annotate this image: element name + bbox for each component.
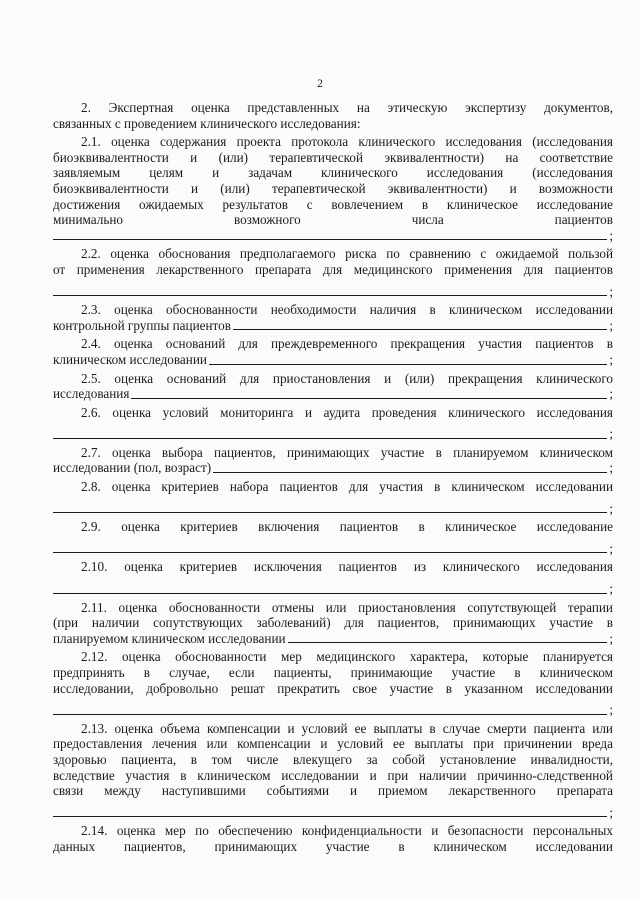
- section-2-11-answer-line[interactable]: [53, 631, 613, 647]
- blank-line: [209, 364, 607, 365]
- blank-line: [53, 239, 607, 240]
- section-2-12-line-1: 2.12. оценка обоснованности мер медицинского характера, которые планируется: [81, 649, 613, 665]
- section-2-12-answer-line[interactable]: [53, 702, 613, 718]
- line-end: ;: [609, 227, 613, 243]
- section-2-6-answer-line[interactable]: [53, 426, 613, 442]
- section-2-5-line-2: исследования: [53, 386, 130, 402]
- section-2-6: [53, 405, 613, 442]
- section-2-13-line-3: здоровью пациента, в том числе влекущего за собой установление инвалидности,: [53, 751, 613, 767]
- section-2-13: [53, 721, 613, 821]
- line-end: ;: [609, 581, 613, 597]
- section-2-1-line-6: минимально возможного числа пациентов: [53, 212, 613, 228]
- section-2-9: [53, 519, 613, 556]
- section-2-7-line-1: 2.7. оценка выбора пациентов, принимающих участие в планируемом клиническом: [81, 444, 613, 460]
- section-2-12-line-2: предпринять в случае, если пациенты, принимающие участие в клиническом: [53, 665, 613, 680]
- line-end: ;: [609, 460, 613, 476]
- blank-line: [53, 438, 607, 439]
- line-end: ;: [609, 386, 613, 402]
- section-2-4-answer-line[interactable]: [53, 352, 613, 368]
- section-2-12: [53, 649, 613, 717]
- section-2-10-answer-line[interactable]: [53, 581, 613, 597]
- section-2-1-line-1: 2.1. оценка содержания проекта протокола клинического исследования (исследования: [81, 134, 613, 150]
- blank-line: [53, 816, 607, 817]
- blank-line: [213, 472, 607, 473]
- line-end: ;: [609, 317, 613, 333]
- line-end: ;: [609, 630, 613, 646]
- section-2-4-line-2: клиническом исследовании: [53, 351, 207, 367]
- line-end: ;: [609, 283, 613, 299]
- section-2-12-line-3: исследовании, добровольно решат прекратить свое участие в указанном исследовании: [53, 680, 613, 696]
- section-2-13-line-5: связи между наступившими событиями и приемом лекарственного препарата: [53, 783, 613, 799]
- line-end: ;: [609, 500, 613, 516]
- section-2-8-line-1: 2.8. оценка критериев набора пациентов для участия в клиническом исследовании: [81, 479, 613, 495]
- section-2-7-line-2: исследовании (пол, возраст): [53, 460, 212, 476]
- blank-line: [131, 398, 607, 399]
- blank-line: [288, 642, 608, 643]
- section-2-7-answer-line[interactable]: [53, 460, 613, 476]
- section-2-9-answer-line[interactable]: [53, 541, 613, 557]
- section-2-11-line-2: (при наличии сопутствующих заболеваний) для пациентов, принимающих участие в: [53, 615, 613, 631]
- line-end: ;: [609, 426, 613, 442]
- section-2-11: [53, 600, 613, 647]
- section-2-10: [53, 559, 613, 596]
- section-2-1-line-4: биоэквивалентности и (или) терапевтической эквивалентности) и возможности: [53, 180, 613, 196]
- section-2-3-line-2: контрольной группы пациентов: [53, 317, 231, 333]
- section-2-line-1: 2. Экспертная оценка представленных на этическую экспертизу документов,: [81, 100, 613, 115]
- section-2-3-answer-line[interactable]: [53, 318, 613, 334]
- blank-line: [53, 714, 607, 715]
- section-2-5-answer-line[interactable]: [53, 386, 613, 402]
- section-2-11-line-1: 2.11. оценка обоснованности отмены или приостановления сопутствующей терапии: [81, 599, 613, 615]
- line-end: ;: [609, 540, 613, 556]
- section-2-2-answer-line[interactable]: [53, 284, 613, 300]
- section-2-10-line-1: 2.10. оценка критериев исключения пациентов из клинического исследования: [81, 559, 613, 575]
- document-body: [53, 100, 613, 858]
- section-2-4: [53, 336, 613, 367]
- section-2-14-line-2: данных пациентов, принимающих участие в клиническом исследовании: [53, 838, 613, 854]
- section-2-8: [53, 479, 613, 516]
- section-2-2-line-2: от применения лекарственного препарата для медицинского применения для пациентов: [53, 261, 613, 277]
- section-2-13-line-1: 2.13. оценка объема компенсации и условий ее выплаты в случае смерти пациента или: [81, 720, 613, 736]
- blank-line: [233, 329, 607, 330]
- section-2-5-line-1: 2.5. оценка оснований для приостановления и (или) прекращения клинического: [81, 370, 613, 386]
- section-2-1-line-2: биоэквивалентности и (или) терапевтической эквивалентности) на соответствие: [53, 149, 613, 165]
- section-2-11-line-3: планируемом клиническом исследовании: [53, 630, 286, 646]
- section-2-line-2: связанных с проведением клинического исследования:: [53, 115, 361, 131]
- section-2-1: [53, 134, 613, 243]
- section-2-7: [53, 445, 613, 476]
- section-2-13-line-2: предоставления лечения или компенсации и условий ее выплаты при причинении вреда: [53, 736, 613, 752]
- section-2: [53, 100, 613, 131]
- section-2-2-line-1: 2.2. оценка обоснования предполагаемого риска по сравнению с ожидаемой пользой: [81, 246, 613, 262]
- section-2-14: [53, 823, 613, 854]
- blank-line: [53, 593, 607, 594]
- section-2-13-line-4: вследствие участия в клиническом исследовании и при наличии причинно-следственной: [53, 767, 613, 783]
- section-2-5: [53, 371, 613, 402]
- section-2-2: [53, 246, 613, 299]
- section-2-9-line-1: 2.9. оценка критериев включения пациентов в клиническое исследование: [81, 519, 613, 535]
- section-2-8-answer-line[interactable]: [53, 501, 613, 517]
- blank-line: [53, 295, 607, 296]
- blank-line: [53, 552, 607, 553]
- section-2-4-line-1: 2.4. оценка оснований для преждевременного прекращения участия пациентов в: [81, 336, 613, 352]
- section-2-6-line-1: 2.6. оценка условий мониторинга и аудита проведения клинического исследования: [81, 404, 613, 420]
- section-2-13-answer-line[interactable]: [53, 805, 613, 821]
- line-end: ;: [609, 351, 613, 367]
- page-number: 2: [317, 78, 323, 90]
- section-2-3: [53, 302, 613, 333]
- line-end: ;: [609, 702, 613, 718]
- section-2-1-answer-line[interactable]: [53, 228, 613, 244]
- section-2-14-line-1: 2.14. оценка мер по обеспечению конфиденциальности и безопасности персональных: [81, 823, 613, 839]
- blank-line: [53, 512, 607, 513]
- section-2-1-line-3: заявляемым целям и задачам клинического исследования (исследования: [53, 165, 613, 181]
- line-end: ;: [609, 804, 613, 820]
- section-2-3-line-1: 2.3. оценка обоснованности необходимости наличия в клиническом исследовании: [81, 302, 613, 318]
- section-2-1-line-5: достижения ожидаемых результатов с вовлечением в клиническое исследование: [53, 196, 613, 212]
